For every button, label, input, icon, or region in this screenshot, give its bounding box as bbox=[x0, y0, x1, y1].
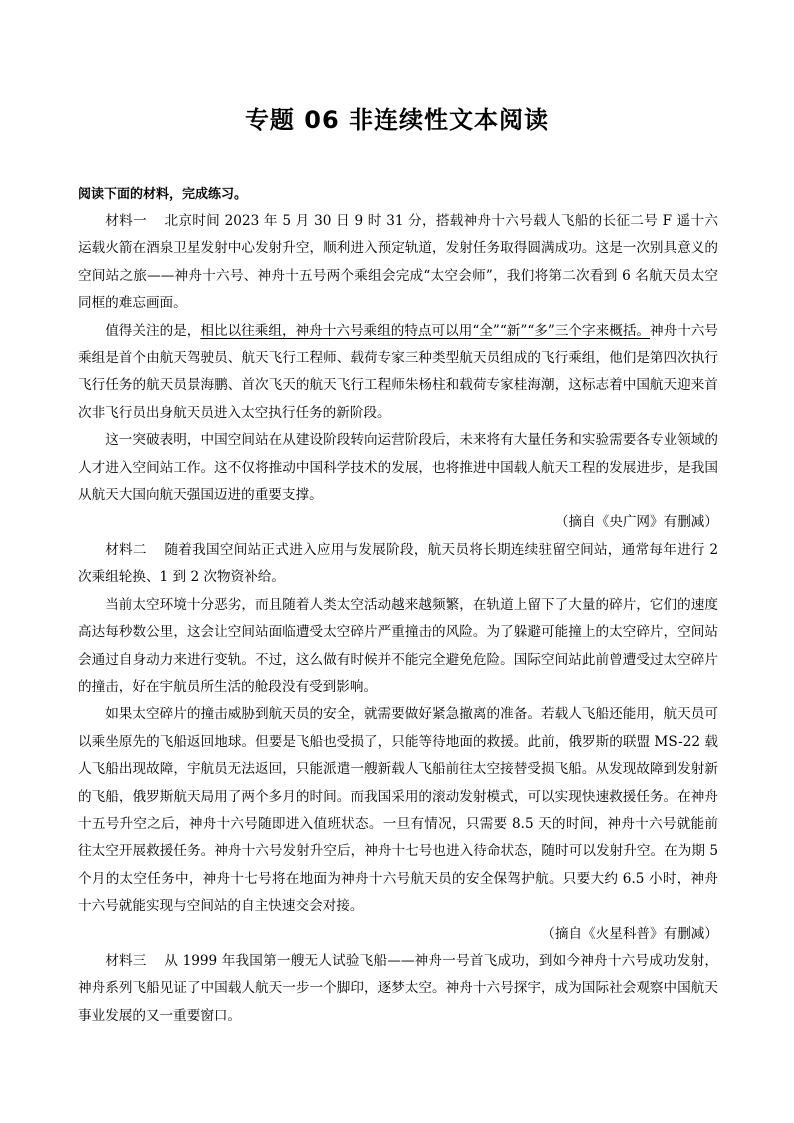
material2-paragraph-2: 当前太空环境十分恶劣，而且随着人类太空活动越来越频繁，在轨道上留下了大量的碎片，它们的速度高达每秒数公里，这会让空间站面临遭受太空碎片严重撞击的风险。为了躲避可能撞上的太空碎片，空间站会通过自身动力来进行变轨。不过，这么做有时候并不能完全避免危险。国际空间站此前曾遭受过太空碎片的撞击，好在宇航员所生活的舱段没有受到影响。 bbox=[78, 596, 718, 695]
material1-paragraph-1 bbox=[78, 208, 718, 318]
material1-text-2-pre: 值得关注的是， bbox=[105, 322, 201, 339]
material1-underlined-sentence: 相比以往乘组，神舟十六号乘组的特点可以用“全”“新”“多”三个字来概括。 bbox=[200, 322, 651, 339]
material1-text-1: 北京时间 2023 年 5 月 30 日 9 时 31 分，搭载神舟十六号载人飞船的长征二号 F 遥十六运载火箭在酒泉卫星发射中心发射升空，顺利进入预定轨道，发射任务取得圆满成功。这是一次别具意义的空间站之旅——神舟十六号、神舟十五号两个乘组会完成“太空会师”，我们将第二次看到 6 名航天员太空同框的难忘画面。 bbox=[78, 213, 719, 312]
material2-source: （摘自《火星科普》有删减） bbox=[541, 925, 718, 942]
material3-label: 材料三 bbox=[105, 952, 147, 969]
material1-paragraph-2 bbox=[78, 318, 718, 428]
page-title: 专题 06 非连续性文本阅读 bbox=[244, 106, 550, 134]
material2-paragraph-1 bbox=[78, 537, 718, 592]
material1-text-2-post: 神舟十六号乘组是首个由航天驾驶员、航天飞行工程师、载荷专家三种类型航天员组成的飞行乘组，他们是第四次执行飞行任务的航天员景海鹏、首次飞天的航天飞行工程师朱杨柱和载荷专家桂海潮，这标志着中国航天迎来首次非飞行员出身航天员进入太空执行任务的新阶段。 bbox=[78, 322, 718, 421]
material2-paragraph-3: 如果太空碎片的撞击威胁到航天员的安全，就需要做好紧急撤离的准备。若载人飞船还能用，航天员可以乘坐原先的飞船返回地球。但要是飞船也受损了，只能等待地面的救援。此前，俄罗斯的联盟 MS-22 载人飞船出现故障，宇航员无法返回，只能派遣一艘新载人飞船前往太空接替受损飞船。从发现故障到发射新的飞船，俄罗斯航天局用了两个多月的时间。而我国采用的滚动发射模式，可以实现快速救援任务。在神舟十五号升空之后，神舟十六号随即进入值班状态。一旦有情况，只需要 8.5 天的时间，神舟十六号就能前往太空开展救援任务。神舟十六号发射升空后，神舟十七号也进入待命状态，随时可以发射升空。在为期 5 个月的太空任务中，神舟十七号将在地面为神舟十六号航天员的安全保驾护航。只要大约 6.5 小时，神舟十六号就能实现与空间站的自主快速交会对接。 bbox=[78, 706, 718, 915]
document-body bbox=[78, 208, 718, 1030]
material2-label: 材料二 bbox=[105, 541, 147, 558]
material2-text-1: 随着我国空间站正式进入应用与发展阶段，航天员将长期连续驻留空间站，通常每年进行 2 次乘组轮换、1 到 2 次物资补给。 bbox=[78, 541, 719, 586]
instruction: 阅读下面的材料，完成练习。 bbox=[78, 187, 248, 202]
material3-text-1: 从 1999 年我国第一艘无人试验飞船——神舟一号首飞成功，到如今神舟十六号成功发射，神舟系列飞船见证了中国载人航天一步一个脚印，逐梦太空。神舟十六号探宇，成为国际社会观察中国航天事业发展的又一重要窗口。 bbox=[78, 952, 718, 1024]
material1-label: 材料一 bbox=[105, 213, 147, 229]
material1-source: （摘自《央广网》有删减） bbox=[554, 514, 718, 531]
material3-paragraph-1 bbox=[78, 948, 718, 1030]
material1-paragraph-3: 这一突破表明，中国空间站在从建设阶段转向运营阶段后，未来将有大量任务和实验需要各专业领域的人才进入空间站工作。这不仅将推动中国科学技术的发展，也将推进中国载人航天工程的发展进步，是我国从航天大国向航天强国迈进的重要支撑。 bbox=[78, 432, 718, 504]
